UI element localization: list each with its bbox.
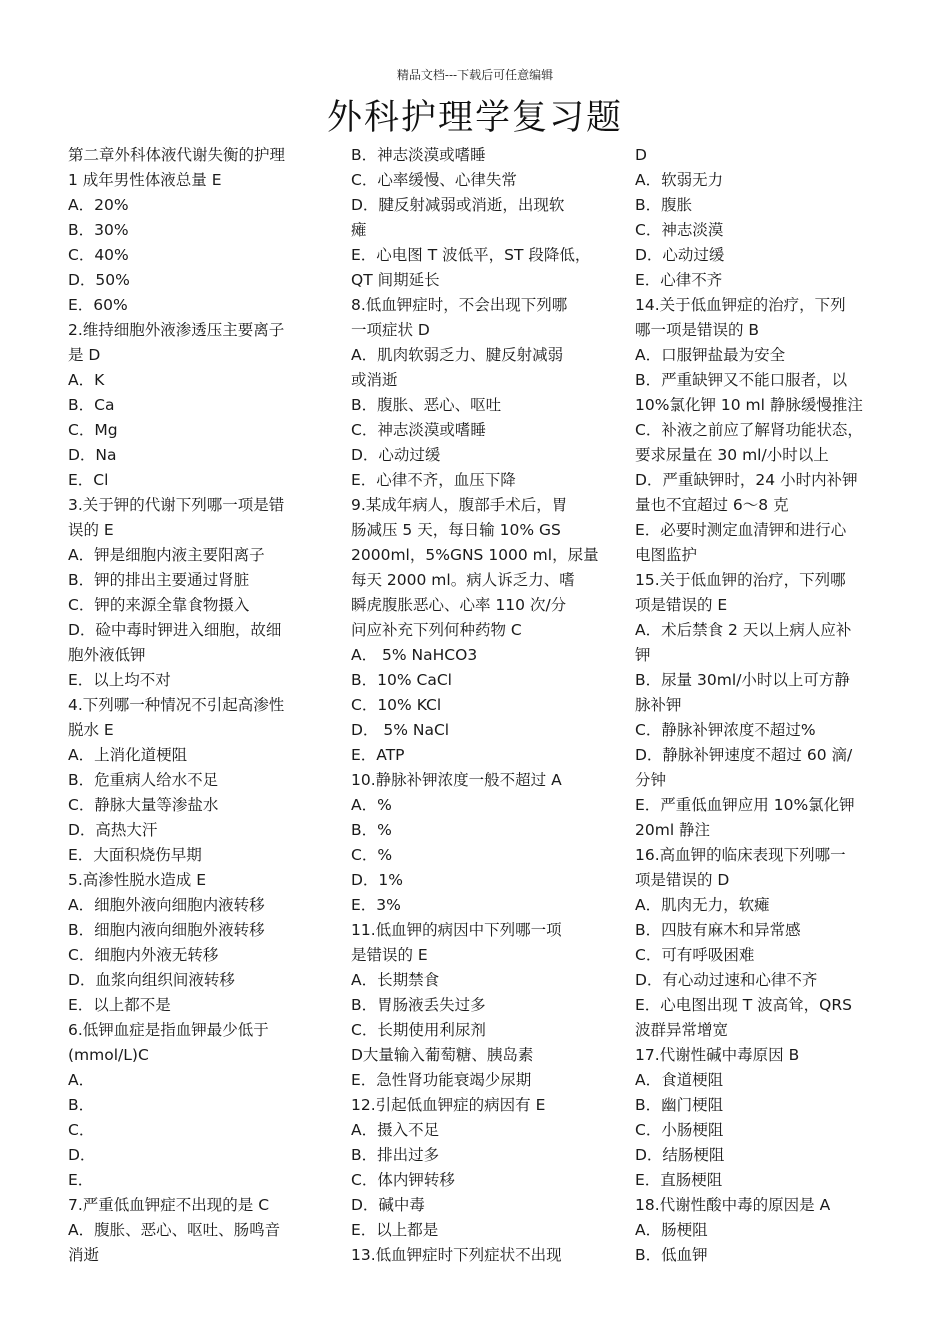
text-line: E．ATP xyxy=(351,746,405,764)
text-line: B．腹胀 xyxy=(635,196,693,214)
text-line: C．神志淡漠 xyxy=(635,221,724,239)
text-line: D． xyxy=(68,1146,96,1164)
text-line: QT 间期延长 xyxy=(351,271,440,289)
text-line: 一项症状 D xyxy=(351,321,430,339)
text-line: A．食道梗阻 xyxy=(635,1071,724,1089)
text-line: B．% xyxy=(351,821,392,839)
text-line: C．10% KCl xyxy=(351,696,442,714)
text-line: 14.关于低血钾症的治疗，下列 xyxy=(635,296,846,314)
text-line: 3.关于钾的代谢下列哪一项是错 xyxy=(68,496,285,514)
text-line: E．以上都不是 xyxy=(68,996,171,1014)
text-line: 哪一项是错误的 B xyxy=(635,321,760,339)
text-line: A．钾是细胞内液主要阳离子 xyxy=(68,546,265,564)
text-line: E．以上均不对 xyxy=(68,671,171,689)
text-line: B．低血钾 xyxy=(635,1246,708,1264)
text-line: A．肌肉软弱乏力、腱反射减弱 xyxy=(351,346,564,364)
text-line: 5.高渗性脱水造成 E xyxy=(68,871,207,889)
text-line: 7.严重低血钾症不出现的是 C xyxy=(68,1196,270,1214)
text-line: 脱水 E xyxy=(68,721,114,739)
text-line: 项是错误的 E xyxy=(635,596,728,614)
text-line: A．腹胀、恶心、呕吐、肠鸣音 xyxy=(68,1221,281,1239)
text-line: D．严重缺钾时，24 小时内补钾 xyxy=(635,471,858,489)
text-line: 瞬虎腹胀恶心、心率 110 次/分 xyxy=(351,596,567,614)
text-line: C．静脉补钾浓度不超过% xyxy=(635,721,816,739)
text-line: A． 5% NaHCO3 xyxy=(351,646,478,664)
text-line: A．上消化道梗阻 xyxy=(68,746,188,764)
text-line: D．结肠梗阻 xyxy=(635,1146,725,1164)
text-line: C．心率缓慢、心律失常 xyxy=(351,171,517,189)
text-line: C．体内钾转移 xyxy=(351,1171,455,1189)
text-line: 瘫 xyxy=(351,221,367,239)
text-line: E． xyxy=(68,1171,94,1189)
text-line: E．心电图 T 波低平，ST 段降低， xyxy=(351,246,591,264)
text-line: 2.维持细胞外液渗透压主要离子 xyxy=(68,321,285,339)
text-line: 胞外液低钾 xyxy=(68,646,146,664)
text-line: 肠减压 5 天，每日输 10% GS xyxy=(351,521,561,539)
text-line: E．心律不齐 xyxy=(635,271,723,289)
text-line: E．急性肾功能衰竭少尿期 xyxy=(351,1071,532,1089)
text-line: C．补液之前应了解肾功能状态， xyxy=(635,421,863,439)
text-line: C．Mg xyxy=(68,421,118,439)
text-line: 8.低血钾症时，不会出现下列哪 xyxy=(351,296,568,314)
text-line: C．40% xyxy=(68,246,129,264)
text-line: 每天 2000 ml。病人诉乏力、嗜 xyxy=(351,571,575,589)
text-line: A．术后禁食 2 天以上病人应补 xyxy=(635,621,852,639)
text-line: 10%氯化钾 10 ml 静脉缓慢推注 xyxy=(635,396,863,414)
text-line: E．心电图出现 T 波高耸，QRS xyxy=(635,996,852,1014)
text-line: A．摄入不足 xyxy=(351,1121,440,1139)
text-line: A．肠梗阻 xyxy=(635,1221,708,1239)
text-line: B．Ca xyxy=(68,396,115,414)
text-column-1 xyxy=(68,143,330,1268)
text-line: B．幽门梗阻 xyxy=(635,1096,724,1114)
text-line: B．严重缺钾又不能口服者，以 xyxy=(635,371,848,389)
text-line: D．碱中毒 xyxy=(351,1196,425,1214)
text-line: D． 5% NaCl xyxy=(351,721,450,739)
header-note: 精品文档---下载后可任意编辑 xyxy=(396,68,554,82)
text-line: B．排出过多 xyxy=(351,1146,440,1164)
text-line: 项是错误的 D xyxy=(635,871,730,889)
text-line: 是错误的 E xyxy=(351,946,428,964)
text-line: 9.某成年病人，腹部手术后，胃 xyxy=(351,496,568,514)
text-line: 误的 E xyxy=(68,521,114,539)
text-line: 12.引起低血钾症的病因有 E xyxy=(351,1096,546,1114)
text-line: 20ml 静注 xyxy=(635,821,711,839)
text-line: E．60% xyxy=(68,296,128,314)
text-column-3 xyxy=(635,143,887,1268)
text-line: 4.下列哪一种情况不引起高渗性 xyxy=(68,696,285,714)
text-line: D．高热大汗 xyxy=(68,821,158,839)
text-line: B．腹胀、恶心、呕吐 xyxy=(351,396,502,414)
text-line: B．神志淡漠或嗜睡 xyxy=(351,146,486,164)
text-line: B．尿量 30ml/小时以上可方静 xyxy=(635,671,850,689)
text-line: (mmol/L)C xyxy=(68,1046,149,1064)
text-line: E．以上都是 xyxy=(351,1221,439,1239)
text-line: 脉补钾 xyxy=(635,696,682,714)
text-line: 17.代谢性碱中毒原因 B xyxy=(635,1046,800,1064)
text-line: 电图监护 xyxy=(635,546,698,564)
text-line: D．硷中毒时钾进入细胞，故细 xyxy=(68,621,282,639)
text-line: A．长期禁食 xyxy=(351,971,440,989)
text-line: 量也不宜超过 6～8 克 xyxy=(635,496,789,514)
text-line: 第二章外科体液代谢失衡的护理 xyxy=(68,146,286,164)
text-line: C．% xyxy=(351,846,393,864)
text-line: E．Cl xyxy=(68,471,109,489)
text-line: 消逝 xyxy=(68,1246,100,1264)
text-line: B．10% CaCl xyxy=(351,671,452,689)
text-line: B．钾的排出主要通过肾脏 xyxy=(68,571,250,589)
text-line: 钾 xyxy=(635,646,651,664)
text-line: 16.高血钾的临床表现下列哪一 xyxy=(635,846,846,864)
text-line: C．长期使用利尿剂 xyxy=(351,1021,486,1039)
text-line: E．直肠梗阻 xyxy=(635,1171,723,1189)
text-line: E．心律不齐，血压下降 xyxy=(351,471,516,489)
text-line: 是 D xyxy=(68,346,101,364)
text-line: D．Na xyxy=(68,446,117,464)
text-line: B． xyxy=(68,1096,95,1114)
text-line: D．心动过缓 xyxy=(351,446,441,464)
text-line: A． xyxy=(68,1071,95,1089)
text-line: B．危重病人给水不足 xyxy=(68,771,219,789)
text-line: A．细胞外液向细胞内液转移 xyxy=(68,896,265,914)
text-line: D．腱反射减弱或消逝，出现软 xyxy=(351,196,565,214)
text-line: 18.代谢性酸中毒的原因是 A xyxy=(635,1196,831,1214)
text-line: 1 成年男性体液总量 E xyxy=(68,171,222,189)
text-line: 13.低血钾症时下列症状不出现 xyxy=(351,1246,562,1264)
text-line: C．小肠梗阻 xyxy=(635,1121,724,1139)
text-line: 2000ml，5%GNS 1000 ml，尿量 xyxy=(351,546,599,564)
text-line: C．神志淡漠或嗜睡 xyxy=(351,421,486,439)
text-line: A．肌肉无力，软瘫 xyxy=(635,896,770,914)
text-line: C．细胞内外液无转移 xyxy=(68,946,219,964)
text-line: A．20% xyxy=(68,196,129,214)
text-line: E．大面积烧伤早期 xyxy=(68,846,202,864)
text-line: D．50% xyxy=(68,271,130,289)
text-line: B．胃肠液丢失过多 xyxy=(351,996,486,1014)
text-line: E．必要时测定血清钾和进行心 xyxy=(635,521,847,539)
document-title: 外科护理学复习题 xyxy=(326,98,623,138)
text-line: 11.低血钾的病因中下列哪一项 xyxy=(351,921,562,939)
text-line: A．% xyxy=(351,796,392,814)
text-line: B．30% xyxy=(68,221,129,239)
text-line: 波群异常增宽 xyxy=(635,1021,729,1039)
text-line: C．静脉大量等渗盐水 xyxy=(68,796,219,814)
text-line: C．可有呼吸困难 xyxy=(635,946,755,964)
text-line: D．血浆向组织间液转移 xyxy=(68,971,235,989)
text-line: E．严重低血钾应用 10%氯化钾 xyxy=(635,796,855,814)
text-line: C． xyxy=(68,1121,95,1139)
text-line: A．口服钾盐最为安全 xyxy=(635,346,786,364)
text-line: A．K xyxy=(68,371,105,389)
text-line: C．钾的来源全靠食物摄入 xyxy=(68,596,250,614)
text-line: 15.关于低血钾的治疗，下列哪 xyxy=(635,571,846,589)
text-line: D xyxy=(635,146,647,164)
text-line: 要求尿量在 30 ml/小时以上 xyxy=(635,446,829,464)
text-line: 10.静脉补钾浓度一般不超过 A xyxy=(351,771,562,789)
text-line: D．1% xyxy=(351,871,404,889)
text-line: E．3% xyxy=(351,896,401,914)
text-line: D．有心动过速和心律不齐 xyxy=(635,971,818,989)
text-line: 分钟 xyxy=(635,771,667,789)
text-line: D．静脉补钾速度不超过 60 滴/ xyxy=(635,746,853,764)
text-line: D．心动过缓 xyxy=(635,246,725,264)
text-line: B．四肢有麻木和异常感 xyxy=(635,921,801,939)
text-line: 或消逝 xyxy=(351,371,398,389)
text-line: D大量输入葡萄糖、胰岛素 xyxy=(351,1046,534,1064)
text-line: 6.低钾血症是指血钾最少低于 xyxy=(68,1021,269,1039)
text-line: B．细胞内液向细胞外液转移 xyxy=(68,921,265,939)
text-column-2 xyxy=(351,143,613,1268)
text-line: 问应补充下列何种药物 C xyxy=(351,621,522,639)
text-line: A．软弱无力 xyxy=(635,171,724,189)
